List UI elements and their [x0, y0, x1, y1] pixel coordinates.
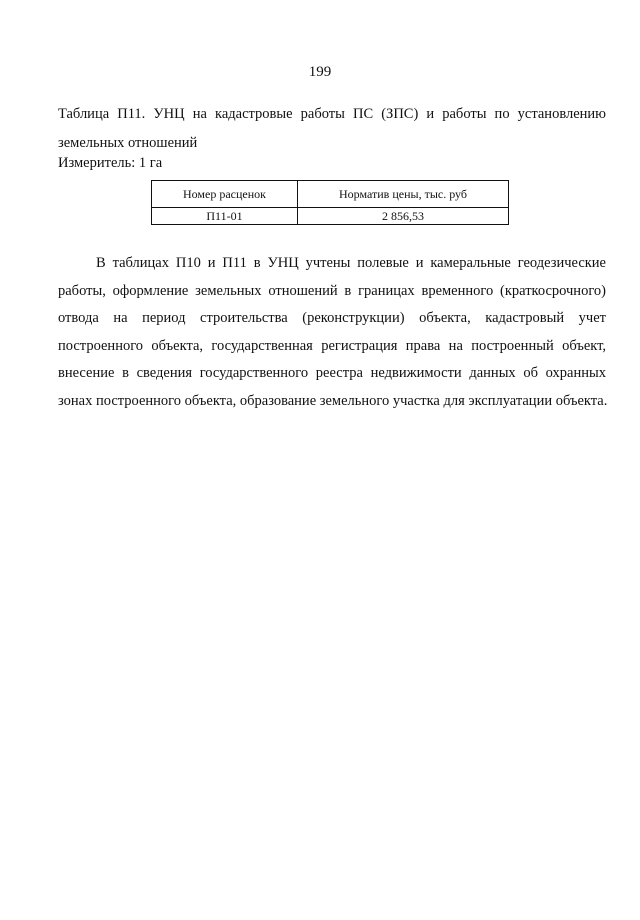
paragraph-line: внесение в сведения государственного реестра недвижимости данных об охранных [58, 365, 606, 382]
table-row [152, 208, 509, 225]
paragraph-line: зонах построенного объекта, образование земельного участка для эксплуатации объекта. [58, 392, 608, 409]
rates-table [151, 180, 509, 225]
unit-of-measure: Измеритель: 1 га [58, 155, 163, 171]
paragraph-line: построенного объекта, государственная регистрация права на построенный объект, [58, 337, 606, 354]
table-caption: Таблица П11. УНЦ на кадастровые работы ПС (ЗПС) и работы по установлению земельных отношений [58, 106, 606, 151]
paragraph-line: В таблицах П10 и П11 в УНЦ учтены полевые и камеральные геодезические [96, 255, 606, 271]
page-number: 199 [308, 64, 332, 80]
body-paragraph [58, 250, 606, 416]
paragraph-line: работы, оформление земельных отношений в границах временного (краткосрочного) [58, 282, 606, 299]
column-header-rate-number: Номер расценок [152, 181, 298, 208]
cell-price-value: 2 856,53 [298, 208, 509, 225]
table-header-row [152, 181, 509, 208]
cell-rate-number: П11-01 [152, 208, 298, 225]
column-header-price-standard: Норматив цены, тыс. руб [298, 181, 509, 208]
paragraph-line: отвода на период строительства (реконструкции) объекта, кадастровый учет [58, 310, 606, 327]
